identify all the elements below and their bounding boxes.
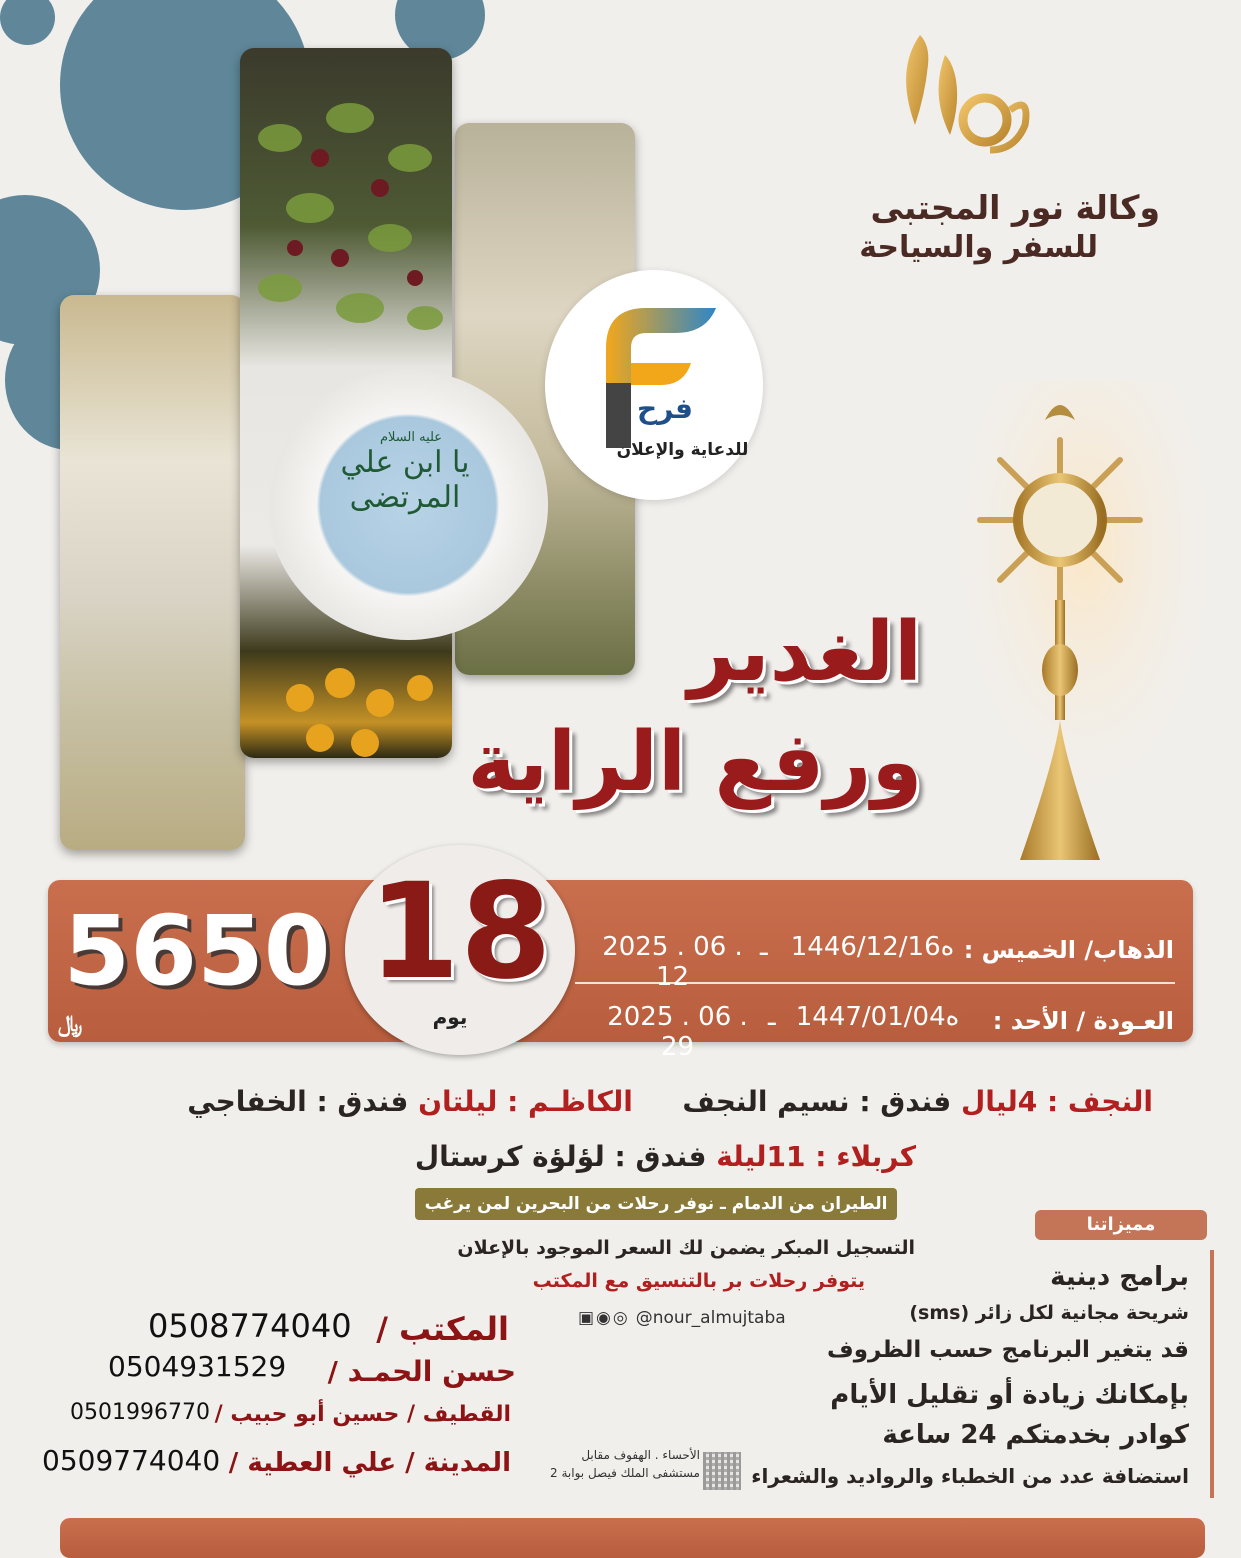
return-gregorian-date: 2025 . 06 . 29 <box>607 1002 748 1062</box>
return-hijri-date: 1447/01/04ه <box>795 1002 960 1032</box>
flight-note: الطيران من الدمام ـ نوفر رحلات من البحرين لمن يرغب <box>415 1188 897 1220</box>
karbala-nights: 11ليلة <box>716 1140 806 1173</box>
badge-name: فرح <box>637 392 693 425</box>
najaf-nights: 4ليال <box>960 1085 1038 1118</box>
karbala-city: كربلاء : <box>815 1140 916 1173</box>
contact-name: المكتب / <box>376 1310 509 1348</box>
duration-days: 18 <box>368 855 552 1009</box>
qr-code-icon[interactable] <box>703 1452 741 1490</box>
kadhim-nights: ليلتان <box>418 1085 498 1118</box>
land-trips-note: يتوفر رحلات بر بالتنسيق مع المكتب <box>532 1270 865 1292</box>
badge-f-logo-icon <box>606 303 716 448</box>
social-media-icon: ▣◉◎ <box>578 1308 630 1328</box>
agency-name-line2: للسفر والسياحة <box>859 230 1098 265</box>
contact-number[interactable]: 0509774040 <box>42 1444 221 1477</box>
feature-item: كوادر بخدمتكم 24 ساعة <box>882 1420 1189 1450</box>
banner-emblem-icon <box>960 380 1210 860</box>
features-heading: مميزاتنا <box>1035 1210 1207 1240</box>
return-separator: ـ <box>768 1002 776 1032</box>
contact-name: القطيف / حسين أبو حبيب / <box>214 1402 511 1427</box>
departure-hijri-date: 1446/12/16ه <box>790 932 955 962</box>
social-handle-text: @nour_almujtaba <box>635 1308 786 1328</box>
registration-note: التسجيل المبكر يضمن لك السعر الموجود بالإعلان <box>457 1237 915 1259</box>
return-label: العـودة / الأحد : <box>992 1007 1174 1035</box>
feature-item: استضافة عدد من الخطباء والرواديد والشعراء <box>751 1464 1189 1488</box>
title-line1: الغدير <box>687 605 923 700</box>
title-line2: ورفع الراية <box>467 715 923 810</box>
wreath-calligraphy: يا ابن علي المرتضى <box>340 445 470 515</box>
bottom-bar <box>60 1518 1205 1558</box>
badge-subtitle: للدعاية والإعلان <box>616 440 749 460</box>
decor-circle <box>0 0 55 45</box>
agency-logo-icon <box>890 25 1040 170</box>
contact-name: حسن الحمـد / <box>327 1355 516 1388</box>
contact-name: المدينة / علي العطية / <box>228 1448 511 1478</box>
contact-number[interactable]: 0508774040 <box>148 1307 352 1345</box>
hotel-line-najaf-kadhim <box>187 1085 1153 1118</box>
najaf-hotel: فندق : نسيم النجف <box>682 1085 952 1118</box>
departure-separator: ـ <box>760 932 768 962</box>
social-handle[interactable] <box>578 1308 798 1328</box>
agency-name-line1: وكالة نور المجتبى <box>870 188 1160 227</box>
trip-price: 5650 <box>63 895 331 1007</box>
karbala-hotel: فندق : لؤلؤة كرستال <box>414 1140 707 1173</box>
contact-number[interactable]: 0504931529 <box>108 1350 287 1383</box>
duration-label: يوم <box>432 1005 468 1029</box>
feature-item: برامج دينية <box>1050 1262 1189 1292</box>
kadhim-hotel: فندق : الخفاجي <box>187 1085 409 1118</box>
wreath-small-text: عليه السلام <box>380 430 443 445</box>
feature-item: قد يتغير البرنامج حسب الظروف <box>827 1337 1189 1363</box>
address-line1: الأحساء . الهفوف مقابل <box>581 1448 700 1462</box>
shrine-photo-left <box>60 295 245 850</box>
contact-number[interactable]: 0501996770 <box>70 1400 210 1425</box>
feature-item: شريحة مجانية لكل زائر (sms) <box>909 1302 1189 1324</box>
feature-item: بإمكانك زيادة أو تقليل الأيام <box>830 1380 1189 1410</box>
departure-gregorian-date: 2025 . 06 . 12 <box>602 932 743 992</box>
najaf-city: النجف : <box>1046 1085 1153 1118</box>
address-line2: مستشفى الملك فيصل بوابة 2 <box>550 1466 700 1480</box>
currency-symbol: ﷼ <box>58 1012 83 1037</box>
hotel-line-karbala <box>415 1140 916 1173</box>
departure-label: الذهاب/ الخميس : <box>963 936 1174 964</box>
kadhim-city: الكاظـم : <box>507 1085 633 1118</box>
